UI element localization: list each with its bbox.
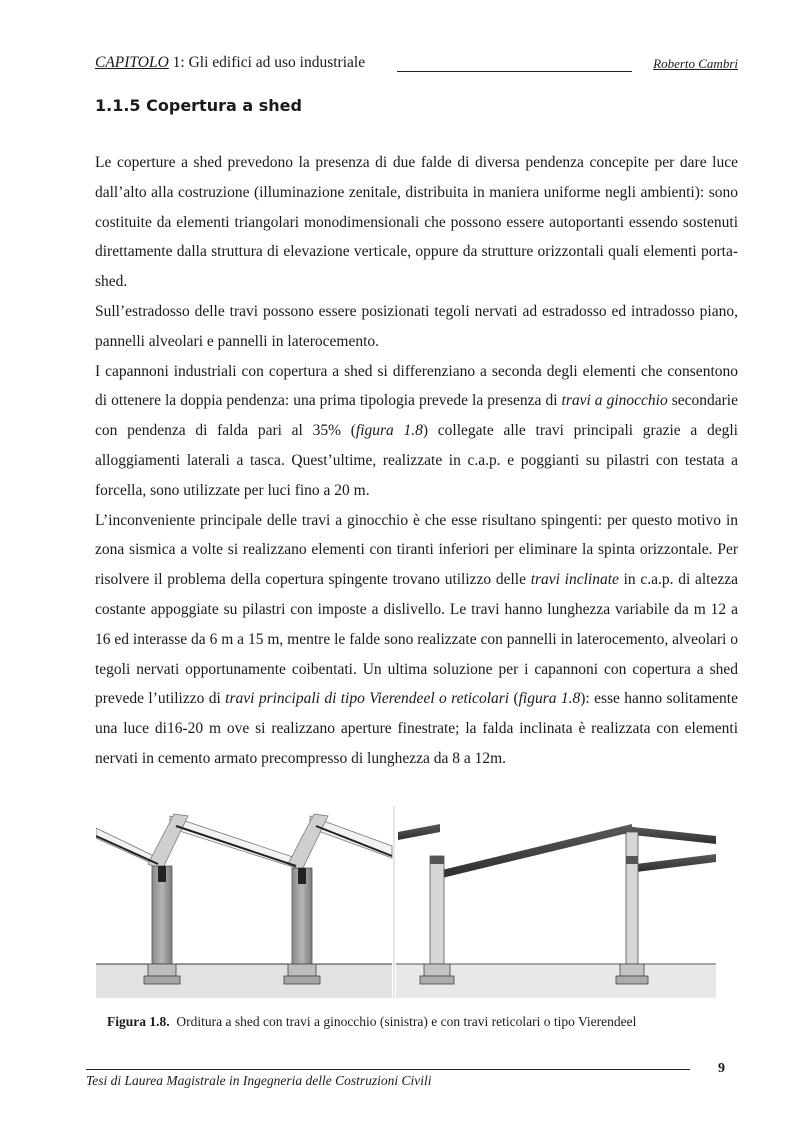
chapter-title: : Gli edifici ad uso industriale xyxy=(180,54,366,71)
author-name: Roberto Cambri xyxy=(653,56,738,71)
chapter-heading xyxy=(95,54,365,72)
italic-term: travi principali di tipo Vierendeel o reticolari xyxy=(225,690,510,708)
shed-structure-illustration xyxy=(96,806,716,998)
figure-caption xyxy=(107,1014,636,1030)
text-run: ( xyxy=(509,690,519,708)
right-panel-vierendeel-beams xyxy=(396,806,716,998)
text-run: I capannoni industriali con copertura a shed si differenziano a seconda degli elementi che consentono di ottenere la doppia pendenza: una prima tipologia prevede la presenza di xyxy=(95,362,738,410)
left-panel-knee-beams xyxy=(96,806,392,998)
paragraph-2: Sull’estradosso delle travi possono essere posizionati tegoli nervati ad estradosso ed intradosso piano, pannelli alveolari e pannelli in laterocemento. xyxy=(95,302,738,350)
figure-reference: figura 1.8 xyxy=(355,422,423,440)
italic-term: travi a ginocchio xyxy=(561,392,668,410)
figure-label: Figura 1.8. xyxy=(107,1014,170,1029)
paragraph-1: Le coperture a shed prevedono la presenza di due falde di diversa pendenza concepite per dare luce dall’alto alla costruzione (illuminazione zenitale, distribuita in maniera uniforme negli ambienti): sono costituite da elementi triangolari monodimensionali che possono essere autoportanti essendo sostenuti direttamente dalla struttura di elevazione verticale, oppure da strutture orizzontali quali elementi porta-shed. xyxy=(95,154,738,291)
chapter-number: 1 xyxy=(172,54,181,71)
italic-term: travi inclinate xyxy=(530,571,619,589)
paragraph-3 xyxy=(95,357,738,506)
paragraph-4 xyxy=(95,506,738,774)
page-header xyxy=(95,54,738,76)
text-run: secondarie con pendenza di falda pari al 35% ( xyxy=(95,392,738,440)
page-number: 9 xyxy=(718,1061,725,1076)
chapter-label: CAPITOLO xyxy=(95,54,169,71)
header-rule xyxy=(397,71,632,72)
text-run: in c.a.p. di altezza costante appoggiate su pilastri con imposte a dislivello. Le travi hanno lunghezza variabile da m 12 a 16 ed interasse da 6 m a 15 m, mentre le falde sono realizzate con pannelli in laterocemento, alveolari o tegoli nervati opportunamente coibentati. Un ultima soluzione per i capannoni con copertura a shed prevede l’utilizzo di xyxy=(95,571,738,708)
section-title: 1.1.5 Copertura a shed xyxy=(95,96,302,115)
figure-caption-text: Orditura a shed con travi a ginocchio (sinistra) e con travi reticolari o tipo Vierendeel xyxy=(176,1014,637,1029)
text-run: ): esse hanno solitamente una luce di16-20 m ove si realizzano aperture finestrate; la falda inclinata è realizzata con elementi nervati in cemento armato precompresso di lunghezza da 8 a 12m. xyxy=(95,690,738,767)
footer-thesis-title: Tesi di Laurea Magistrale in Ingegneria delle Costruzioni Civili xyxy=(86,1073,432,1088)
body-text xyxy=(95,148,738,774)
text-run: ) collegate alle travi principali grazie a degli alloggiamenti laterali a tasca. Quest’ultime, realizzate in c.a.p. e poggianti su pilastri con testata a forcella, sono utilizzate per luci fino a 20 m. xyxy=(95,422,738,499)
figure-reference: figura 1.8 xyxy=(518,690,581,708)
footer-rule xyxy=(86,1069,690,1070)
text-run: L’inconveniente principale delle travi a ginocchio è che esse risultano spingenti: per questo motivo in zona sismica a volte si realizzano elementi con tiranti inferiori per eliminare la spinta orizzontale. Per risolvere il problema della copertura spingente trovano utilizzo delle xyxy=(95,511,738,589)
figure-1-8 xyxy=(96,806,716,998)
